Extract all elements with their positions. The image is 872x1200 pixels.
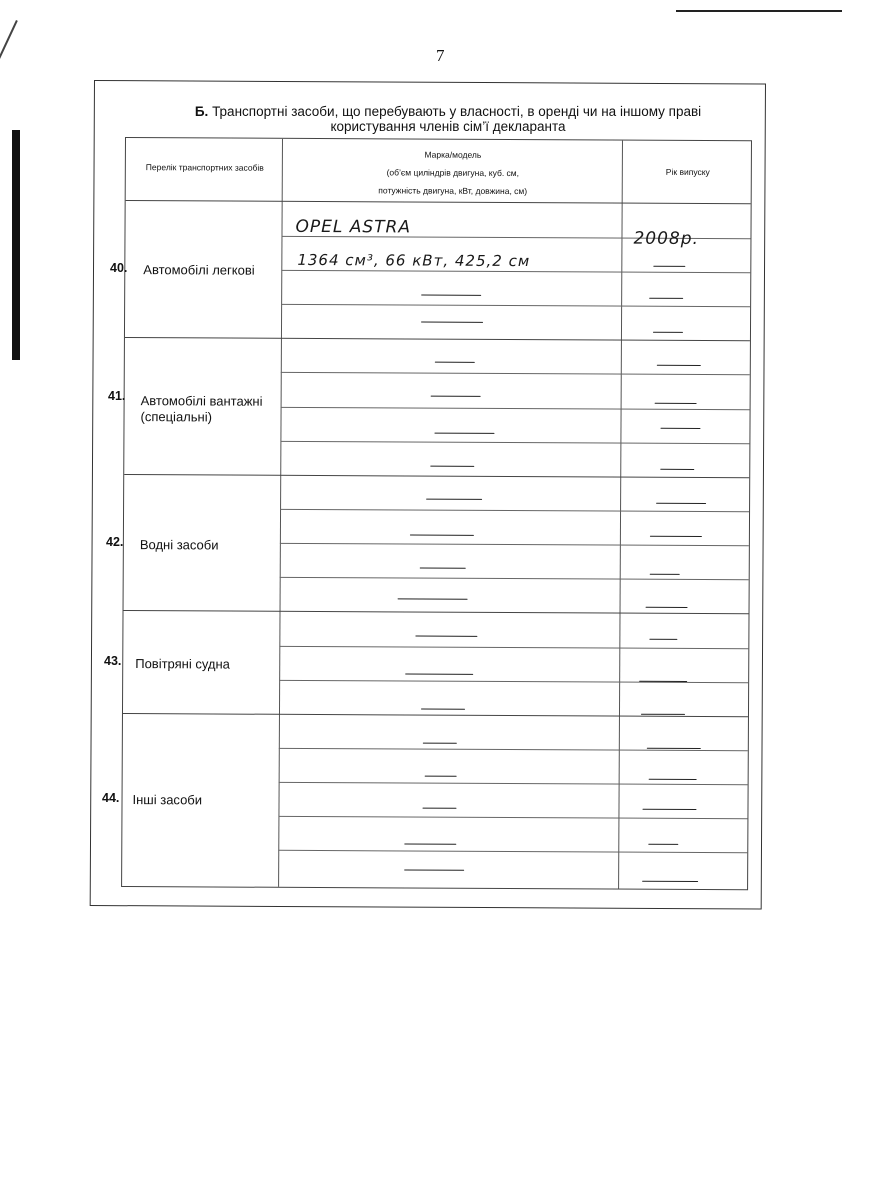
category-separator xyxy=(124,474,749,478)
scan-margin-line xyxy=(0,20,18,121)
row-line xyxy=(281,304,750,307)
handwritten-year: 2008р. xyxy=(633,228,699,250)
category-label-cars: Автомобілі легкові xyxy=(143,262,255,278)
dash-mark xyxy=(415,636,477,638)
row-line xyxy=(278,850,747,853)
header-bottom-line xyxy=(126,200,751,204)
row-line xyxy=(280,441,749,444)
section-title-line2: користування членів сім’ї декларанта xyxy=(330,119,566,134)
row-line xyxy=(281,270,750,273)
dash-mark xyxy=(421,295,481,297)
dash-mark xyxy=(423,743,457,745)
dash-mark xyxy=(649,639,677,641)
dash-mark xyxy=(650,574,680,576)
section-title-prefix: Б. xyxy=(194,104,209,119)
dash-mark xyxy=(657,365,701,367)
dash-mark xyxy=(430,466,474,468)
dash-mark xyxy=(642,809,696,811)
category-number-43: 43. xyxy=(104,654,122,668)
col-divider-2 xyxy=(618,141,623,889)
dash-mark xyxy=(431,396,481,398)
category-number-40: 40. xyxy=(110,261,128,275)
category-label-trucks-line2: (спеціальні) xyxy=(140,409,212,425)
dash-mark xyxy=(649,298,683,300)
category-separator xyxy=(125,337,750,341)
category-label-other: Інші засоби xyxy=(132,792,203,808)
header-make-model-line1: Марка/модель xyxy=(424,149,482,160)
dash-mark xyxy=(648,844,678,846)
dash-mark xyxy=(404,869,464,871)
header-make-model-line3: потужність двигуна, кВт, довжина, см) xyxy=(378,185,528,197)
dash-mark xyxy=(660,469,694,471)
dash-mark xyxy=(646,607,688,609)
header-year: Рік випуску xyxy=(665,166,710,178)
category-number-41: 41. xyxy=(108,389,126,403)
category-number-42: 42. xyxy=(106,535,124,549)
category-separator xyxy=(124,610,749,614)
section-title xyxy=(168,104,728,134)
dash-mark xyxy=(653,266,685,268)
row-line xyxy=(280,509,749,512)
dash-mark xyxy=(650,536,702,538)
dash-mark xyxy=(404,843,456,845)
header-vehicle-list: Перелік транспортних засобів xyxy=(145,162,264,173)
row-line xyxy=(280,543,749,546)
row-line xyxy=(279,782,748,785)
handwritten-specs: 1364 см³, 66 кВт, 425,2 см xyxy=(297,250,531,271)
dash-mark xyxy=(420,568,466,570)
dash-mark xyxy=(656,503,706,505)
dash-mark xyxy=(421,322,483,324)
row-line xyxy=(281,372,750,375)
dash-mark xyxy=(426,499,482,501)
scan-margin-mark xyxy=(12,130,20,360)
row-line xyxy=(281,407,750,410)
category-number-44: 44. xyxy=(102,791,120,805)
dash-mark xyxy=(434,433,494,435)
page-number: 7 xyxy=(436,46,445,65)
row-line xyxy=(280,577,749,580)
category-label-air: Повітряні судна xyxy=(135,656,230,672)
dash-mark xyxy=(642,881,698,883)
vehicles-table xyxy=(121,137,752,890)
row-line xyxy=(279,646,748,649)
dash-mark xyxy=(410,534,474,536)
dash-mark xyxy=(660,428,700,430)
header-make-model-line2: (об’єм циліндрів двигуна, куб. см, xyxy=(386,167,520,179)
dash-mark xyxy=(425,776,457,778)
dash-mark xyxy=(649,779,697,781)
dash-mark xyxy=(422,808,456,810)
category-label-water: Водні засоби xyxy=(139,537,219,553)
handwritten-model: OPEL ASTRA xyxy=(295,216,412,238)
category-label-trucks xyxy=(140,393,262,426)
top-rule xyxy=(676,10,842,12)
dash-mark xyxy=(405,673,473,675)
category-label-trucks-line1: Автомобілі вантажні xyxy=(140,393,263,409)
dash-mark xyxy=(435,362,475,364)
dash-mark xyxy=(398,598,468,600)
section-title-line1: Транспортні засоби, що перебувають у власності, в оренді чи на іншому праві xyxy=(212,104,702,119)
header-make-model xyxy=(286,145,620,201)
dash-mark xyxy=(421,709,465,711)
row-line xyxy=(278,816,747,819)
dash-mark xyxy=(653,332,683,334)
col-divider-1 xyxy=(278,139,283,887)
dash-mark xyxy=(655,403,697,405)
